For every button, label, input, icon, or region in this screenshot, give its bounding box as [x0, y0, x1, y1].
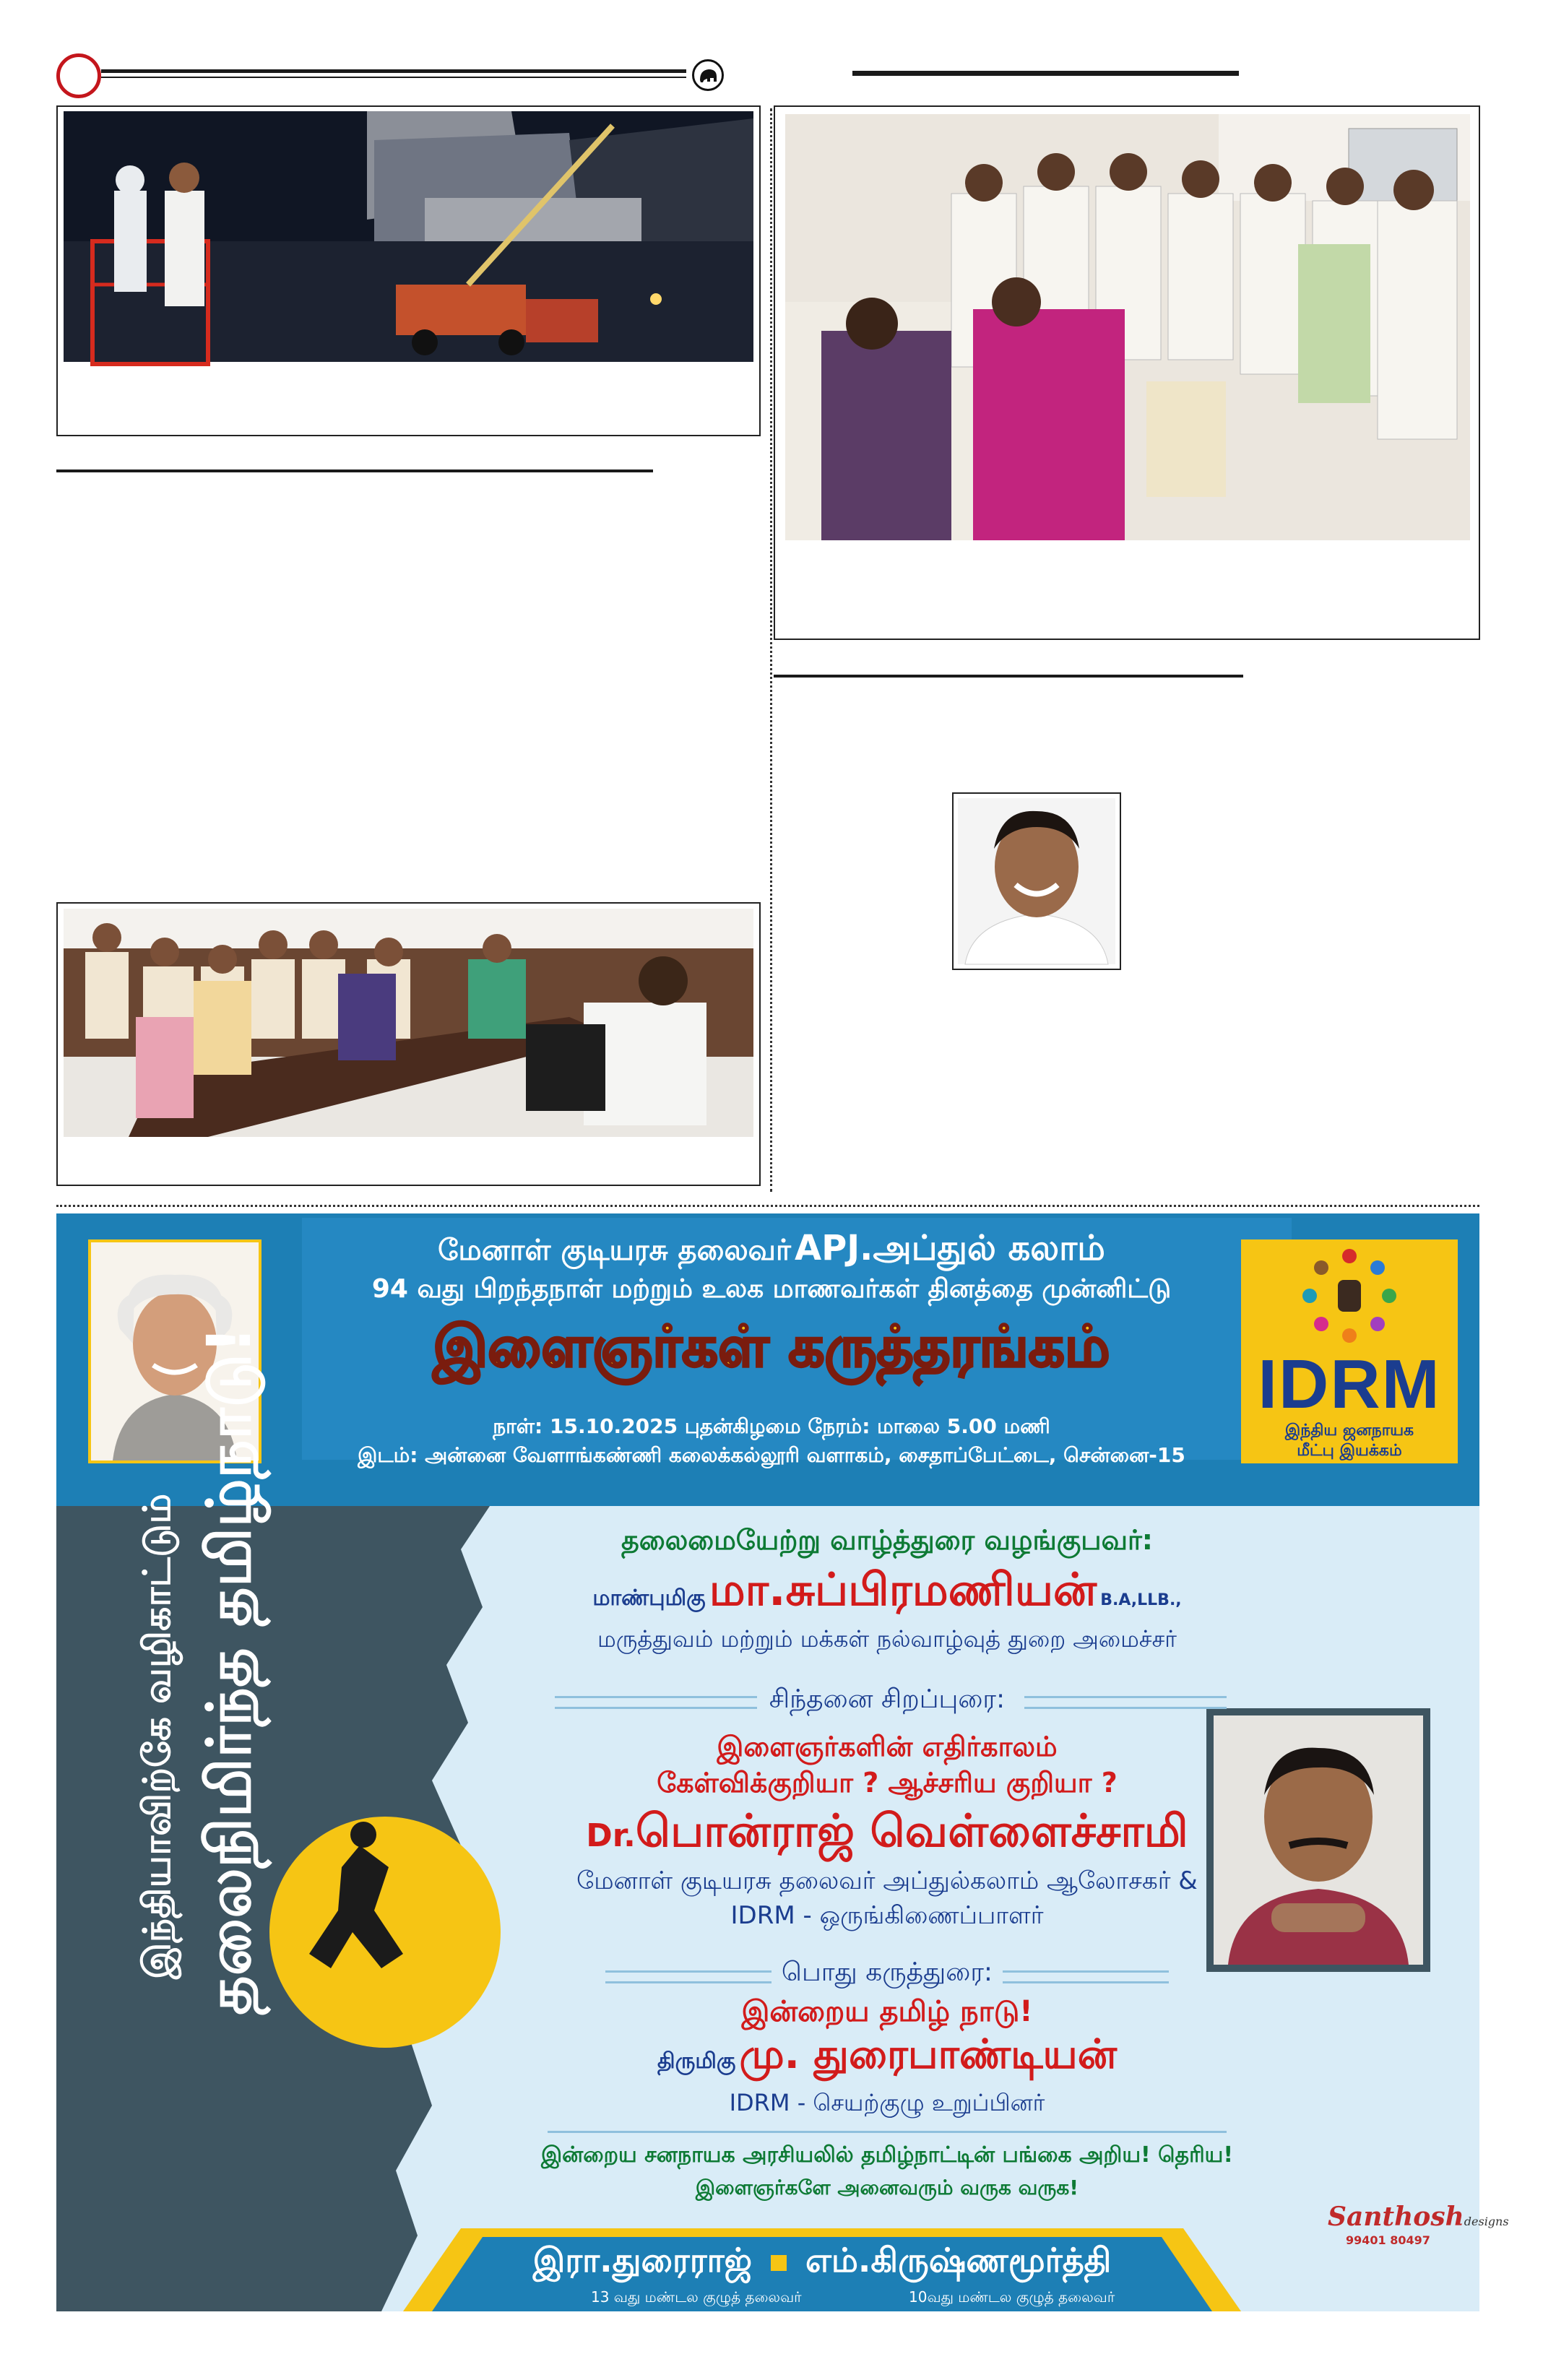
special-name: பொன்ராஜ் வெள்ளைச்சாமி: [635, 1804, 1188, 1857]
footer-role2: 10வது மண்டல குழுத் தலைவர்: [909, 2288, 1115, 2306]
special-role1: மேனாள் குடியரசு தலைவர் அப்துல்கலாம் ஆலோசகர் &: [576, 1866, 1198, 1895]
ad-title-line1-name: APJ.அப்துல் கலாம்: [794, 1228, 1105, 1268]
advertisement-youth-seminar: [56, 1213, 1509, 2311]
footer-name1: இரா.துரைராஜ்: [532, 2241, 752, 2280]
header-rule-left-thin: [101, 77, 686, 78]
invite-line2: இளைஞர்களே அனைவரும் வருக வருக!: [695, 2176, 1079, 2199]
column-separator: [770, 108, 772, 1192]
special-name-line: [490, 1804, 1284, 1864]
presiding-line: [490, 1563, 1284, 1622]
ad-venue-line: இடம்: அன்னை வேளாங்கண்ணி கலைக்கல்லூரி வளாகம், சைதாப்பேட்டை, சென்னை-15: [358, 1443, 1185, 1467]
section-rule-right: [774, 675, 1243, 678]
general-name-line: [490, 2031, 1284, 2083]
ad-date-line: நாள்: 15.10.2025 புதன்கிழமை நேரம்: மாலை 5.00 மணி: [493, 1414, 1050, 1438]
photo-conference-room: [64, 909, 753, 1137]
special-name-prefix: Dr.: [586, 1817, 636, 1854]
ad-title-line1: [302, 1228, 1241, 1273]
general-label: பொது கருத்துரை:: [781, 1957, 993, 1987]
page-logo: [56, 53, 101, 98]
special-role2: IDRM - ஒருங்கிணைப்பாளர்: [730, 1901, 1044, 1930]
ad-main-title: இளைஞர்கள் கருத்தரங்கம்: [433, 1315, 1110, 1380]
footer-role1: 13 வது மண்டல குழுத் தலைவர்: [591, 2288, 802, 2306]
footer-separator-icon: [771, 2255, 787, 2271]
ad-title-line1-prefix: மேனாள் குடியரசு தலைவர்: [438, 1234, 791, 1267]
special-topic2: கேள்விக்குறியா ? ஆச்சரிய குறியா ?: [657, 1767, 1118, 1799]
special-topic1: இளைஞர்களின் எதிர்காலம்: [717, 1731, 1058, 1762]
ad-left-panel: [56, 1506, 562, 2311]
designer-name: Santhosh: [1328, 2202, 1464, 2232]
presiding-role: மருத்துவம் மற்றும் மக்கள் நல்வாழ்வுத் துறை அமைச்சர்: [597, 1625, 1177, 1653]
designer-phone: 99401 80497: [1346, 2233, 1430, 2247]
idrm-logo-text: IDRM: [1258, 1346, 1441, 1423]
ad-vertical-slogan-big: தலைநிமிர்ந்த தமிழ்நாடு!: [194, 1326, 264, 2015]
header-rule-left: [101, 69, 686, 73]
invite-line1: இன்றைய சனநாயக அரசியலில் தமிழ்நாட்டின் பங்கை அறிய! தெரிய!: [540, 2142, 1234, 2168]
footer-name2: எம்.கிருஷ்ணமூர்த்தி: [805, 2241, 1112, 2280]
header-rule-right: [852, 71, 1239, 76]
presiding-prefix: மாண்புமிகு: [592, 1585, 706, 1611]
section-rule-left: [56, 469, 653, 472]
ad-separator: [56, 1205, 1479, 1207]
idrm-logo-sub2: மீட்பு இயக்கம்: [1297, 1442, 1402, 1460]
ad-title-line2: 94 வது பிறந்தநாள் மற்றும் உலக மாணவர்கள் தினத்தை முன்னிட்டு: [371, 1274, 1172, 1304]
photo-night-construction: [64, 111, 753, 362]
special-label: சிந்தனை சிறப்புரை:: [769, 1684, 1006, 1714]
footer-names: [461, 2241, 1183, 2285]
general-role: IDRM - செயற்குழு உறுப்பினர்: [729, 2089, 1045, 2116]
general-prefix: திருமிகு: [657, 2048, 736, 2074]
idrm-logo: [1241, 1239, 1458, 1463]
general-topic: இன்றைய தமிழ் நாடு!: [741, 1995, 1033, 2028]
presiding-name: மா.சுப்பிரமணியன்: [709, 1563, 1097, 1616]
invite-rule: [548, 2131, 1227, 2133]
presiding-degree: B.A,LLB.,: [1100, 1591, 1182, 1609]
elephant-icon: [692, 59, 724, 91]
ad-vertical-slogan-small: இந்தியாவிற்கே வழிகாட்டும்: [136, 1493, 179, 1979]
idrm-logo-sub1: இந்திய ஜனநாயக: [1284, 1421, 1414, 1440]
photo-officials-meeting: [785, 114, 1470, 540]
designer-suffix: designs: [1464, 2215, 1509, 2228]
general-name: மு. துரைபாண்டியன்: [739, 2031, 1117, 2078]
presiding-label: தலைமையேற்று வாழ்த்துரை வழங்குபவர்:: [621, 1524, 1153, 1556]
photo-portrait-man: [958, 798, 1115, 964]
